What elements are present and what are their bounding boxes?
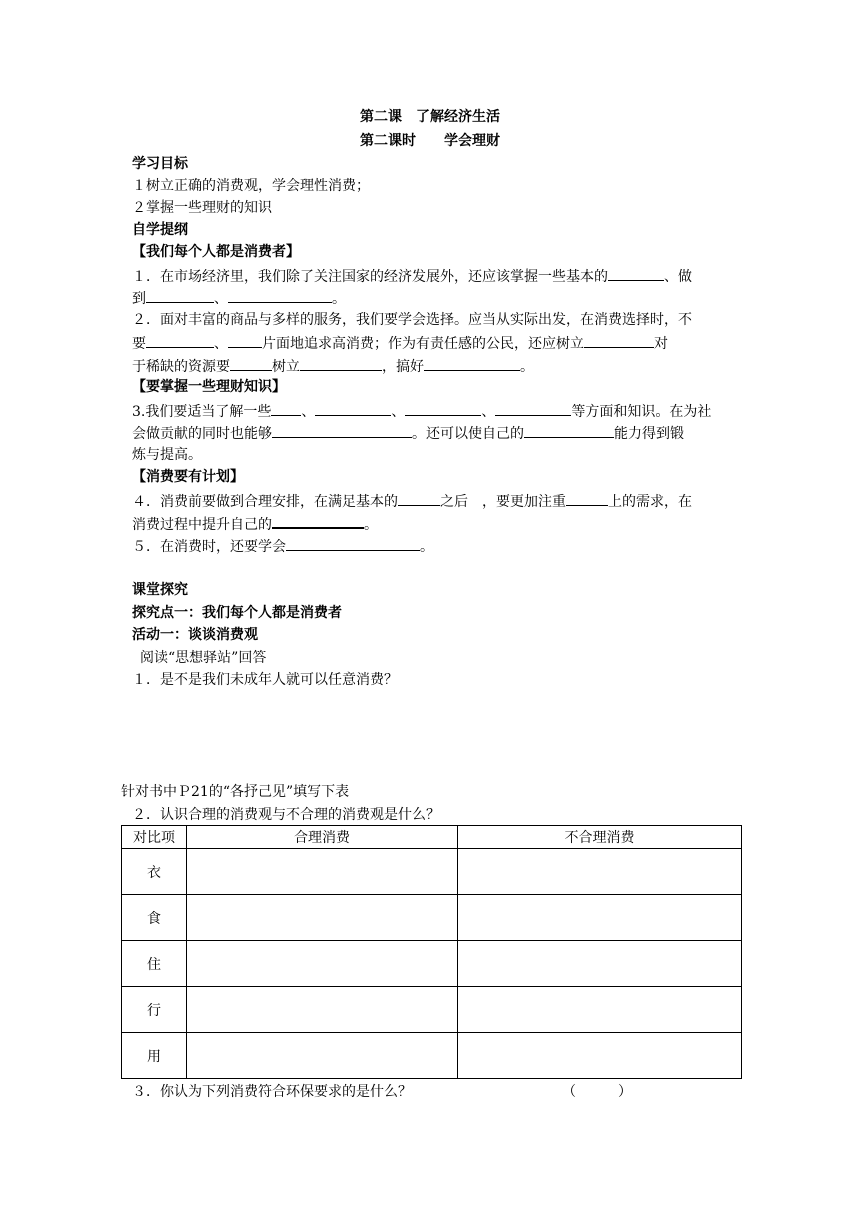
question-2: ２．面对丰富的商品与多样的服务，我们要学会选择。应当从实际出发，在消费选择时，不 xyxy=(132,312,692,328)
text: ，搞好 xyxy=(382,359,424,375)
page-subtitle: 第二课时 学会理财 xyxy=(360,133,500,149)
goals-heading: 学习目标 xyxy=(132,156,188,172)
blank[interactable] xyxy=(271,400,301,416)
question-2-cont xyxy=(132,332,668,354)
text: 之后 ，要更加注重 xyxy=(440,494,566,510)
table-header: 不合理消费 xyxy=(458,826,742,849)
row-label: 衣 xyxy=(122,849,187,895)
row-label: 食 xyxy=(122,895,187,941)
table-row xyxy=(122,895,742,941)
text: 要 xyxy=(132,336,146,352)
text: 会做贡献的同时也能够 xyxy=(132,426,272,442)
classroom-question-1: １．是不是我们未成年人就可以任意消费？ xyxy=(132,672,398,688)
text: 、做 xyxy=(664,269,692,285)
question-4 xyxy=(132,490,692,512)
question-3-cont: 炼与提高。 xyxy=(132,447,202,463)
activity-heading: 活动一：谈谈消费观 xyxy=(132,627,258,643)
answer-cell[interactable] xyxy=(187,849,458,895)
text: ４．消费前要做到合理安排，在满足基本的 xyxy=(132,494,398,510)
outline-heading: 自学提纲 xyxy=(132,222,188,238)
text: 等方面和知识。在为社 xyxy=(571,404,712,420)
text: 片面地追求高消费；作为有责任感的公民，还应树立 xyxy=(262,336,584,352)
row-label: 住 xyxy=(122,941,187,987)
text: 3.我们要适当了解一些 xyxy=(132,404,272,420)
blank[interactable] xyxy=(424,355,520,371)
text: 于稀缺的资源要 xyxy=(132,359,230,375)
text: 能力得到锻 xyxy=(614,426,684,442)
text: 上的需求，在 xyxy=(608,494,692,510)
blank[interactable] xyxy=(272,422,412,438)
blank[interactable] xyxy=(286,535,420,551)
text: 。 xyxy=(332,291,346,307)
classroom-question-3: ３．你认为下列消费符合环保要求的是什么？ xyxy=(132,1084,412,1100)
text: 。还可以使自己的 xyxy=(412,426,524,442)
blank[interactable] xyxy=(230,355,272,371)
row-label: 用 xyxy=(122,1033,187,1079)
page-title: 第二课 了解经济生活 xyxy=(360,109,500,125)
answer-cell[interactable] xyxy=(187,987,458,1033)
blank[interactable] xyxy=(228,332,262,348)
blank[interactable] xyxy=(146,332,214,348)
goal-item: ２掌握一些理财的知识 xyxy=(132,200,272,216)
question-1-cont xyxy=(132,287,346,309)
table-row xyxy=(122,987,742,1033)
goal-item: １树立正确的消费观，学会理性消费； xyxy=(132,178,370,194)
blank[interactable] xyxy=(405,400,481,416)
row-label: 行 xyxy=(122,987,187,1033)
text: 对 xyxy=(654,336,668,352)
section-heading: 【我们每个人都是消费者】 xyxy=(132,244,300,260)
blank[interactable] xyxy=(524,422,614,438)
question-3 xyxy=(132,400,711,422)
blank[interactable] xyxy=(272,512,364,529)
text: 、 xyxy=(481,404,496,420)
text: 、 xyxy=(214,291,228,307)
answer-cell[interactable] xyxy=(187,895,458,941)
text: 、 xyxy=(301,404,316,420)
comparison-table xyxy=(121,825,742,1079)
text: 、 xyxy=(214,336,228,352)
blank[interactable] xyxy=(495,400,571,416)
blank[interactable] xyxy=(146,287,214,303)
text: 消费过程中提升自己的 xyxy=(132,517,272,533)
table-row xyxy=(122,849,742,895)
table-header: 合理消费 xyxy=(187,826,458,849)
answer-cell[interactable] xyxy=(458,849,742,895)
table-row xyxy=(122,1033,742,1079)
answer-cell[interactable] xyxy=(458,987,742,1033)
blank[interactable] xyxy=(398,490,440,506)
point-heading: 探究点一：我们每个人都是消费者 xyxy=(132,605,342,621)
blank[interactable] xyxy=(608,265,664,281)
table-header-row xyxy=(122,826,742,849)
blank[interactable] xyxy=(566,490,608,506)
section-heading: 【消费要有计划】 xyxy=(132,469,244,485)
table-header: 对比项 xyxy=(122,826,187,849)
answer-parentheses[interactable]: （ ） xyxy=(562,1084,632,1100)
text: 。 xyxy=(364,517,378,533)
text: 树立 xyxy=(272,359,300,375)
blank[interactable] xyxy=(584,332,654,348)
fill-instruction: 针对书中Ｐ21的“各抒己见”填写下表 xyxy=(121,784,350,800)
question-3-cont xyxy=(132,422,684,444)
text: 。 xyxy=(420,539,434,555)
blank[interactable] xyxy=(300,355,382,371)
question-1 xyxy=(132,265,692,287)
text: ５．在消费时，还要学会 xyxy=(132,539,286,555)
answer-cell[interactable] xyxy=(187,941,458,987)
text: １．在市场经济里，我们除了关注国家的经济发展外，还应该掌握一些基本的 xyxy=(132,269,608,285)
read-instruction: 阅读“思想驿站”回答 xyxy=(140,650,267,666)
text: 到 xyxy=(132,291,146,307)
text: 。 xyxy=(520,359,534,375)
classroom-heading: 课堂探究 xyxy=(132,582,188,598)
blank[interactable] xyxy=(228,287,332,303)
blank[interactable] xyxy=(315,400,391,416)
answer-cell[interactable] xyxy=(458,941,742,987)
classroom-question-2: ２．认识合理的消费观与不合理的消费观是什么？ xyxy=(132,807,440,823)
table-row xyxy=(122,941,742,987)
text: 、 xyxy=(391,404,406,420)
question-4-cont xyxy=(132,512,378,535)
question-2-cont xyxy=(132,355,534,377)
answer-cell[interactable] xyxy=(458,1033,742,1079)
question-5 xyxy=(132,535,434,557)
section-heading: 【要掌握一些理财知识】 xyxy=(132,379,286,395)
answer-cell[interactable] xyxy=(458,895,742,941)
answer-cell[interactable] xyxy=(187,1033,458,1079)
